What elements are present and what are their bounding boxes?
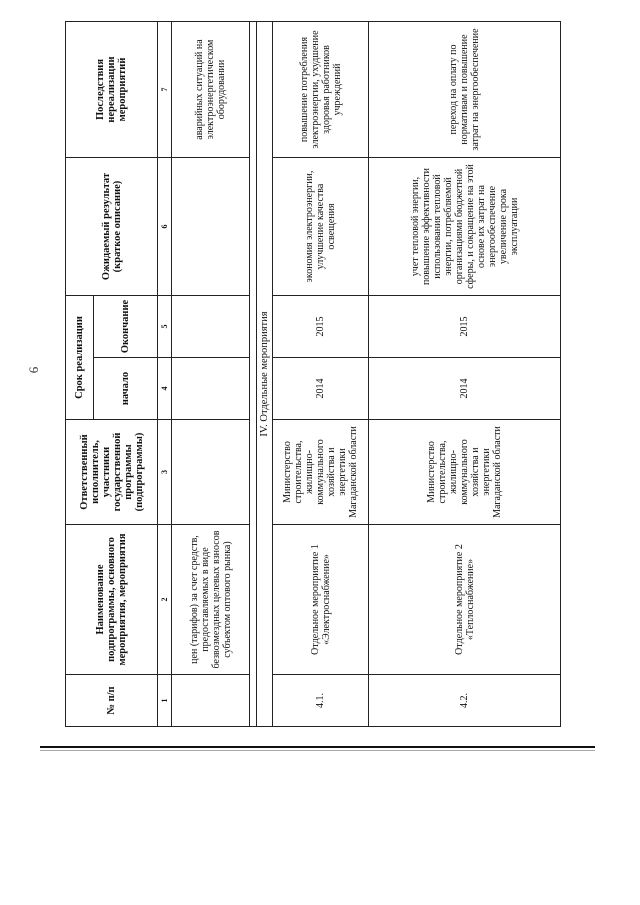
row-name: Отдельное мероприятие 2 «Теплоснабжение» <box>369 525 561 675</box>
row-consequences: переход на оплату по нормативам и повышение затрат на энергообеспечение <box>369 22 561 158</box>
colnum-1: 1 <box>158 675 172 727</box>
header-consequences: Последствия нереализации мероприятий <box>66 22 158 158</box>
row-num: 4.2. <box>369 675 561 727</box>
colnum-2: 2 <box>158 525 172 675</box>
continuation-name: цен (тарифов) за счет средств, предоставляемых в виде безвозмездных целевых взносов субъектом оптового рынка) <box>172 525 250 675</box>
measures-table <box>65 21 561 727</box>
row-num: 4.1. <box>273 675 369 727</box>
row-end: 2015 <box>273 296 369 358</box>
table-row <box>369 22 561 727</box>
page-number: 6 <box>26 366 41 374</box>
header-executor: Ответственный исполнитель, участники государственной программы (подпрограммы) <box>66 420 158 525</box>
header-num: № п/п <box>66 675 158 727</box>
colnum-5: 5 <box>158 296 172 358</box>
table-row <box>273 22 369 727</box>
row-start: 2014 <box>369 358 561 420</box>
section-title: IV. Отдельные мероприятия <box>257 22 273 727</box>
page-separator-shadow <box>40 750 595 751</box>
continuation-num <box>172 675 250 727</box>
colnum-7: 7 <box>158 22 172 158</box>
gap-row <box>250 22 257 727</box>
continuation-end <box>172 296 250 358</box>
header-row <box>66 22 94 727</box>
section-row <box>257 22 273 727</box>
row-name: Отдельное мероприятие 1 «Электроснабжение» <box>273 525 369 675</box>
page-separator-line <box>40 746 595 748</box>
header-end: Окончание <box>94 296 158 358</box>
colnum-6: 6 <box>158 158 172 296</box>
row-result: экономия электроэнергии, улучшение качества освещения <box>273 158 369 296</box>
row-executor: Министерство строительства, жилищно-коммунального хозяйства и энергетики Магаданской области <box>369 420 561 525</box>
header-result: Ожидаемый результат (краткое описание) <box>66 158 158 296</box>
row-result: учет тепловой энергии, повышение эффективности использования тепловой энергии, потребляемой организациями бюджетной сферы, и сокращение на этой основе их затрат на энергообеспечение увеличение срока эксплуатации <box>369 158 561 296</box>
gap-cell <box>250 22 257 727</box>
continuation-result <box>172 158 250 296</box>
continuation-executor <box>172 420 250 525</box>
colnum-4: 4 <box>158 358 172 420</box>
row-end: 2015 <box>369 296 561 358</box>
row-consequences: повышение потребления электроэнергии, ухудшение здоровья работников учреждений <box>273 22 369 158</box>
continuation-start <box>172 358 250 420</box>
header-start: начало <box>94 358 158 420</box>
continuation-consequences: аварийных ситуаций на электроэнергетическом оборудовании <box>172 22 250 158</box>
row-start: 2014 <box>273 358 369 420</box>
row-executor: Министерство строительства, жилищно-коммунального хозяйства и энергетики Магаданской области <box>273 420 369 525</box>
header-name: Наименование подпрограммы, основного мероприятия, мероприятия <box>66 525 158 675</box>
continuation-row <box>172 22 250 727</box>
rotated-document-table <box>65 22 560 727</box>
column-numbers-row <box>158 22 172 727</box>
colnum-3: 3 <box>158 420 172 525</box>
header-period: Срок реализации <box>66 296 94 420</box>
